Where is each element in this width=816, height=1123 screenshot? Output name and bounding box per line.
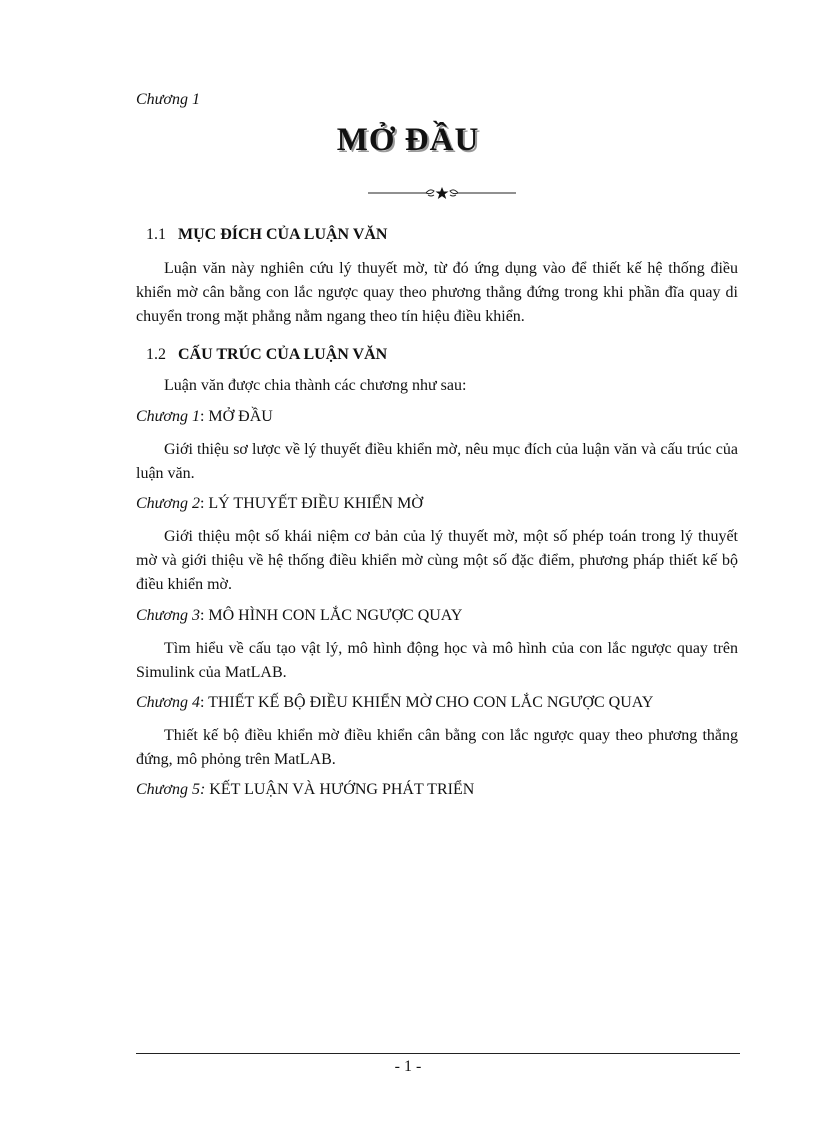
footer-rule: [136, 1053, 740, 1054]
ornament-divider-icon: [368, 186, 516, 200]
section-number: 1.2: [146, 346, 166, 363]
chapter-list-item-1: [136, 408, 273, 426]
section-title: CẤU TRÚC CỦA LUẬN VĂN: [178, 346, 388, 363]
chapter-list-title: : THIẾT KẾ BỘ ĐIỀU KHIỂN MỜ CHO CON LẮC NGƯỢC QUAY: [199, 694, 654, 711]
chapter-description-3: Tìm hiểu về cấu tạo vật lý, mô hình động học và mô hình của con lắc ngược quay trên Simulink của MatLAB.: [136, 640, 738, 681]
chapter-list-label: Chương 2: [136, 495, 200, 512]
section-number: 1.1: [146, 226, 166, 243]
chapter-title: MỞ ĐẦU: [336, 122, 480, 158]
chapter-list-label: Chương 4: [136, 694, 200, 711]
structure-intro: Luận văn được chia thành các chương như sau:: [164, 377, 467, 394]
chapter-description-1: Giới thiệu sơ lược về lý thuyết điều khiển mờ, nêu mục đích của luận văn và cấu trúc của luận văn.: [136, 441, 738, 482]
chapter-list-item-3: [136, 607, 462, 625]
chapter-list-title: : LÝ THUYẾT ĐIỀU KHIỂN MỜ: [199, 495, 423, 512]
chapter-list-title: : MỞ ĐẦU: [199, 408, 273, 425]
chapter-list-label: Chương 5:: [136, 781, 206, 798]
chapter-list-item-2: [136, 495, 423, 513]
chapter-list-item-5: [136, 781, 474, 799]
section-heading-1-2: [146, 346, 387, 364]
chapter-list-label: Chương 3: [136, 607, 200, 624]
chapter-description-2: Giới thiệu một số khái niệm cơ bản của lý thuyết mờ, một số phép toán trong lý thuyết mờ và giới thiệu về hệ thống điều khiển mờ cùng một số đặc điểm, phương pháp thiết kế bộ điều khiển mờ.: [136, 528, 738, 593]
chapter-list-label: Chương 1: [136, 408, 200, 425]
purpose-paragraph: Luận văn này nghiên cứu lý thuyết mờ, từ đó ứng dụng vào để thiết kế hệ thống điều khiển mờ cân bằng con lắc ngược quay theo phương thẳng đứng trong khi phần đĩa quay di chuyển trong mặt phẳng nằm ngang theo tín hiệu điều khiển.: [136, 260, 738, 325]
page-number: - 1 -: [394, 1058, 422, 1075]
chapter-list-title: KẾT LUẬN VÀ HƯỚNG PHÁT TRIỂN: [205, 781, 475, 798]
chapter-list-item-4: [136, 694, 653, 712]
section-heading-1-1: [146, 226, 387, 244]
chapter-list-title: : MÔ HÌNH CON LẮC NGƯỢC QUAY: [199, 607, 463, 624]
section-title: MỤC ĐÍCH CỦA LUẬN VĂN: [178, 226, 388, 243]
chapter-description-4: Thiết kế bộ điều khiển mờ điều khiển cân bằng con lắc ngược quay theo phương thẳng đứng, mô phỏng trên MatLAB.: [136, 727, 738, 768]
chapter-label: Chương 1: [136, 91, 200, 108]
